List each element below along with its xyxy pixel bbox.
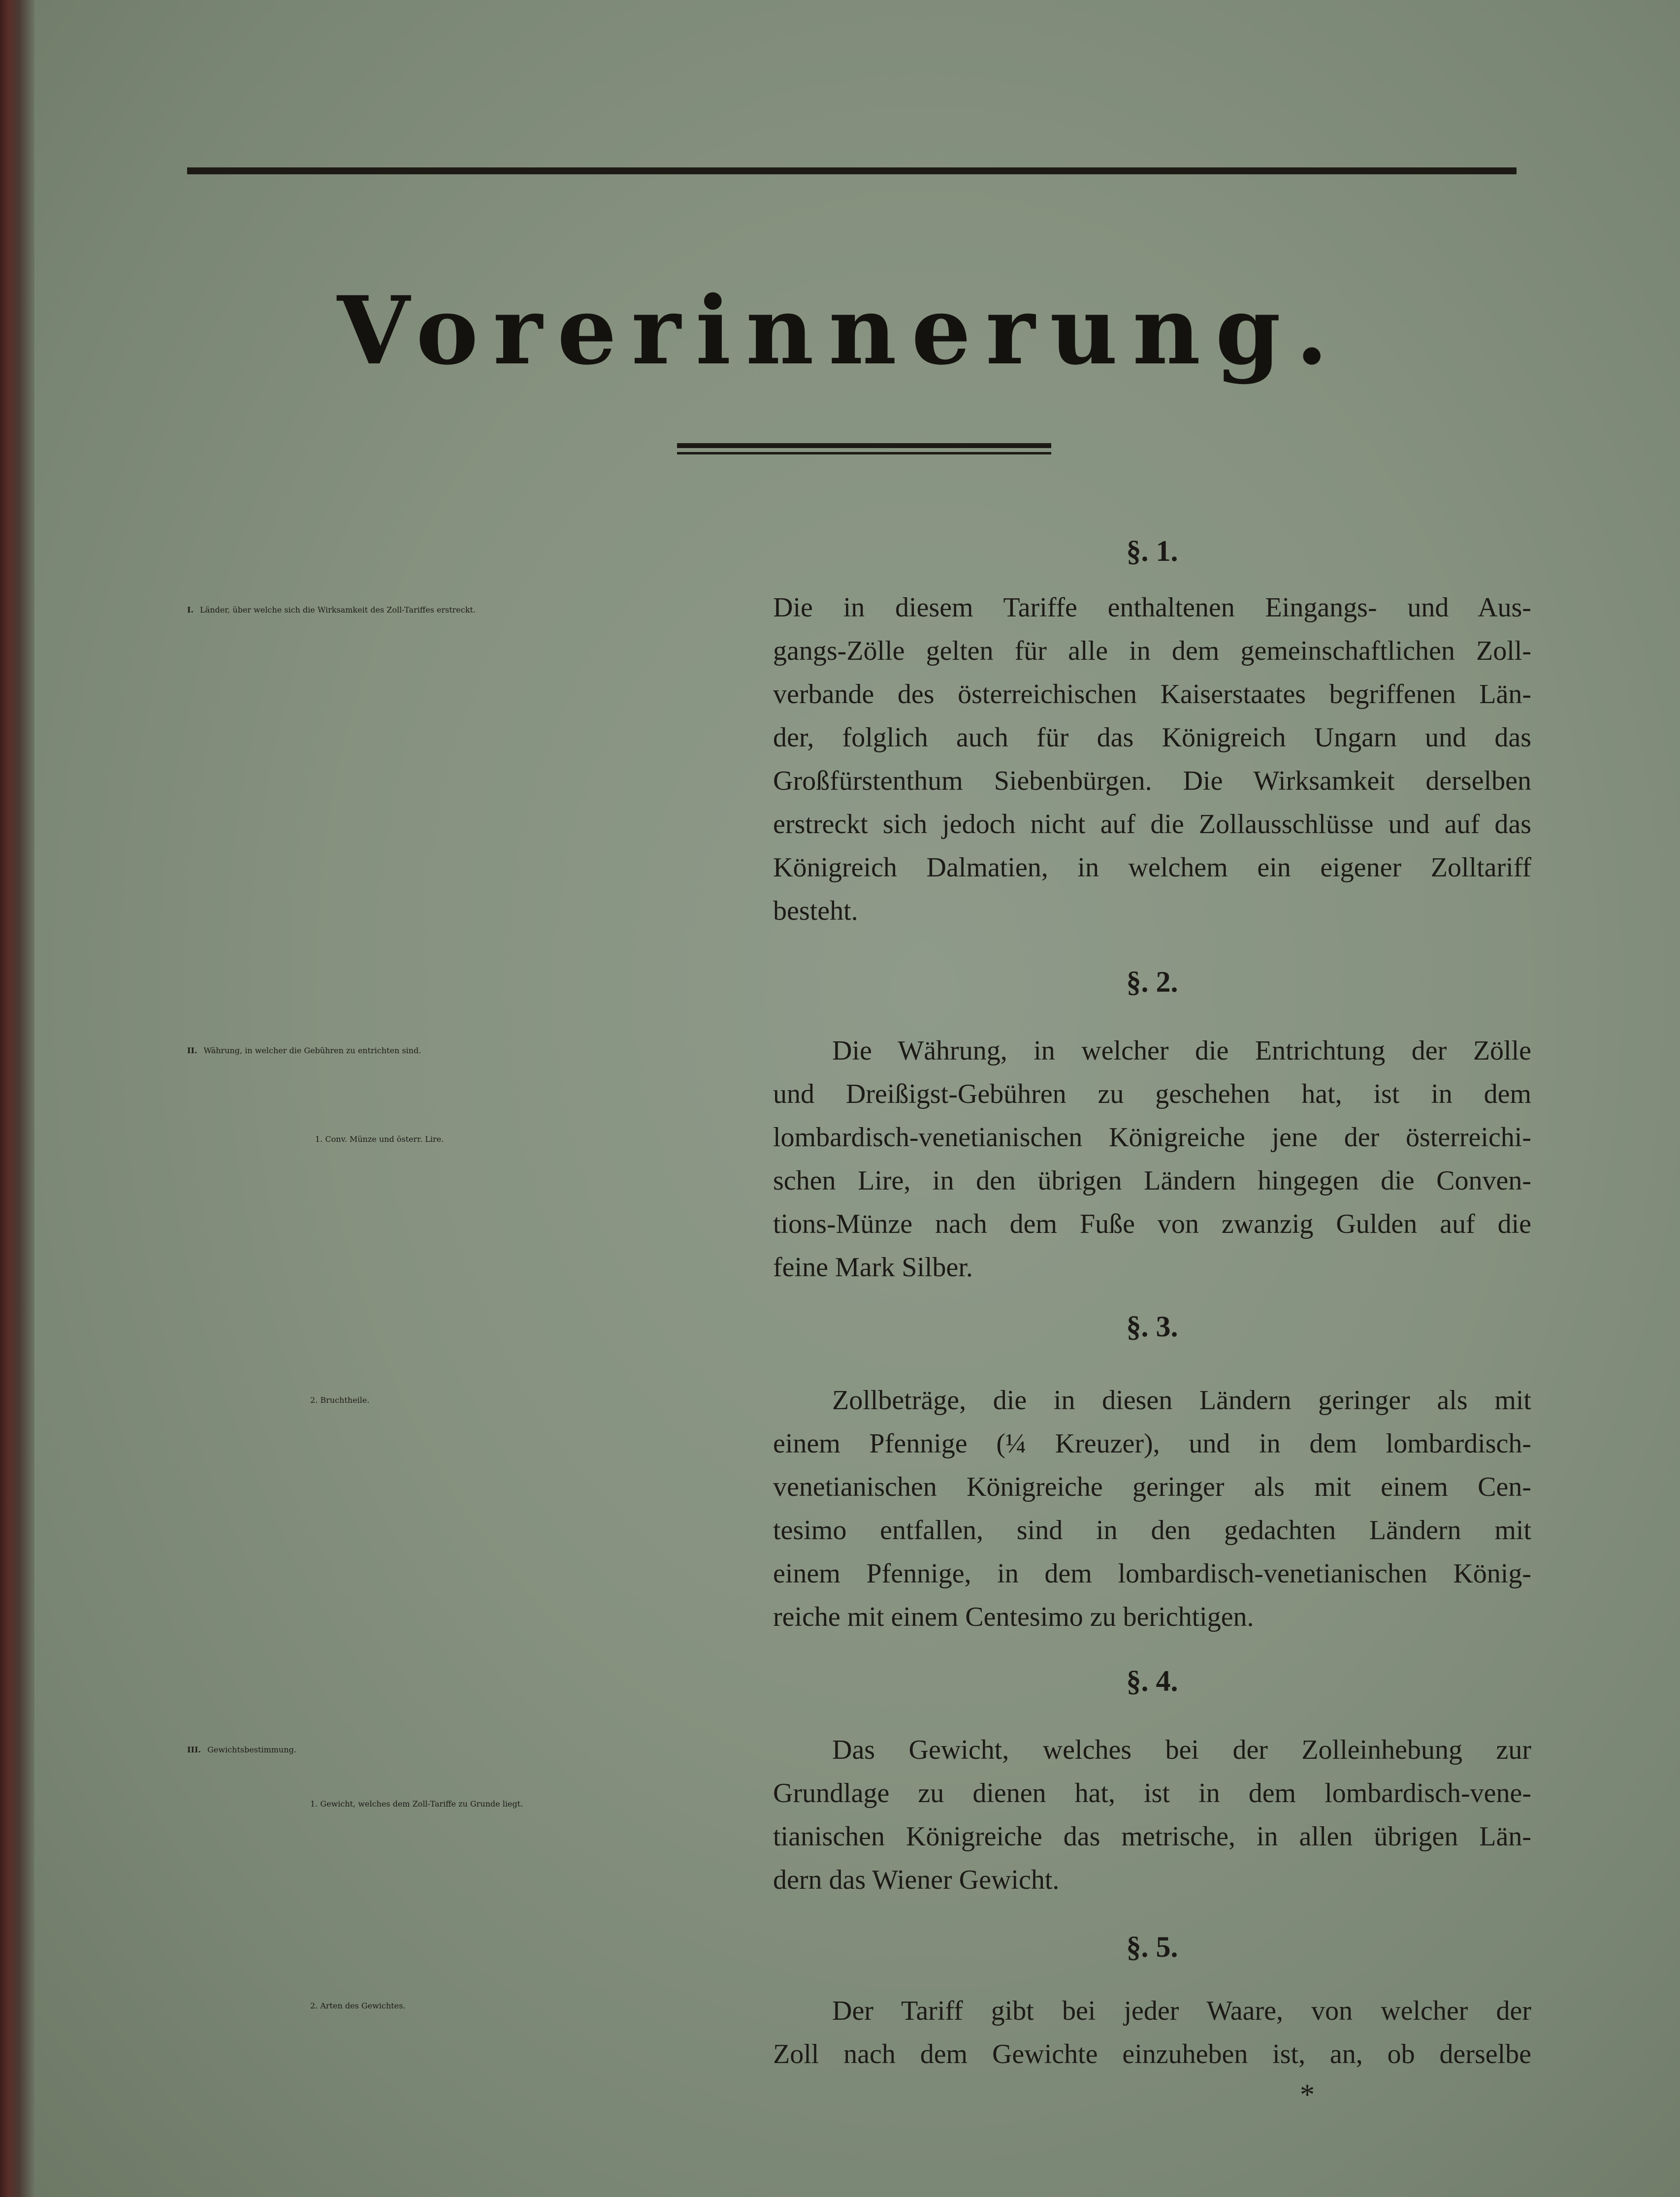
section-heading-4: §. 4. [1126,1665,1178,1697]
margin-subnote-text: 1. Conv. Münze und österr. Lire. [315,1134,444,1144]
margin-subnote-5 [310,1984,724,2028]
text-line: besteht. [773,896,858,926]
text-line: tianischen Königreiche das metrische, in allen übrigen Län- [773,1821,1531,1852]
text-line: Zollbeträge, die in diesen Ländern geringer als mit [832,1385,1531,1416]
section-body-1 [773,586,1531,933]
section-body-2 [773,1029,1531,1289]
margin-note-text: Länder, über welche sich die Wirksamkeit des Zoll-Tariffes erstreckt. [200,605,476,614]
text-line: lombardisch-venetianischen Königreiche jene der österreichi- [773,1122,1531,1153]
text-line: und Dreißigst-Gebühren zu geschehen hat, ist in dem [773,1079,1531,1109]
section-body-4 [773,1728,1531,1902]
text-line: einem Pfennige (¼ Kreuzer), und in dem lombardisch- [773,1428,1531,1459]
margin-subnote-3 [310,1379,724,1422]
margin-subnote-text: 1. Gewicht, welches dem Zoll-Tariffe zu Grunde liegt. [310,1799,523,1809]
margin-note-numeral: III. [187,1745,201,1754]
page-title: Vorerinnerung. [337,276,1343,386]
title-underline-thin [677,452,1051,454]
signature-mark: * [1300,2078,1315,2111]
section-heading-1: §. 1. [1126,535,1178,567]
margin-subnote-text: 2. Bruchtheile. [310,1395,370,1405]
margin-subnote-4 [310,1782,714,1826]
margin-note-4 [187,1728,724,1772]
margin-note-numeral: II. [187,1046,197,1055]
title-underline-thick [677,443,1051,448]
section-body-3 [773,1379,1531,1639]
section-heading-3: §. 3. [1126,1310,1178,1343]
section-heading-5: §. 5. [1126,1931,1178,1963]
text-line: verbande des österreichischen Kaiserstaates begriffenen Län- [773,679,1531,710]
section-heading-2: §. 2. [1126,966,1178,998]
margin-note-numeral: I. [187,605,194,614]
section-body-5 [773,1989,1531,2076]
text-line: erstreckt sich jedoch nicht auf die Zollausschlüsse und auf das [773,809,1531,840]
text-line: Das Gewicht, welches bei der Zolleinhebung zur [832,1735,1531,1765]
margin-subnote-2 [315,1118,724,1161]
text-line: Großfürstenthum Siebenbürgen. Die Wirksamkeit derselben [773,766,1531,796]
text-line: venetianischen Königreiche geringer als mit einem Cen- [773,1472,1531,1502]
text-line: Der Tariff gibt bei jeder Waare, von welcher der [832,1996,1531,2026]
text-line: Die Währung, in welcher die Entrichtung der Zölle [832,1035,1531,1066]
text-line: dern das Wiener Gewicht. [773,1865,1060,1895]
margin-note-1 [187,588,724,632]
text-line: Grundlage zu dienen hat, ist in dem lombardisch-vene- [773,1778,1531,1809]
text-line: Königreich Dalmatien, in welchem ein eigener Zolltariff [773,852,1531,883]
text-line: der, folglich auch für das Königreich Ungarn und das [773,722,1531,753]
text-line: gangs-Zölle gelten für alle in dem gemeinschaftlichen Zoll- [773,636,1531,666]
margin-note-text: Gewichtsbestimmung. [207,1745,296,1754]
text-line: reiche mit einem Centesimo zu berichtigen. [773,1602,1254,1632]
text-line: tions-Münze nach dem Fuße von zwanzig Gulden auf die [773,1209,1531,1239]
margin-note-text: Währung, in welcher die Gebühren zu entrichten sind. [203,1046,421,1055]
text-line: Die in diesem Tariffe enthaltenen Eingangs- und Aus- [773,592,1531,623]
text-line: tesimo entfallen, sind in den gedachten Ländern mit [773,1515,1531,1546]
margin-note-2 [187,1029,724,1072]
margin-subnote-text: 2. Arten des Gewichtes. [310,2001,406,2010]
top-rule [187,167,1517,174]
text-line: einem Pfennige, in dem lombardisch-venetianischen König- [773,1558,1531,1589]
text-line: Zoll nach dem Gewichte einzuheben ist, an, ob derselbe [773,2039,1531,2069]
text-line: schen Lire, in den übrigen Ländern hingegen die Conven- [773,1165,1531,1196]
text-line: feine Mark Silber. [773,1252,973,1283]
